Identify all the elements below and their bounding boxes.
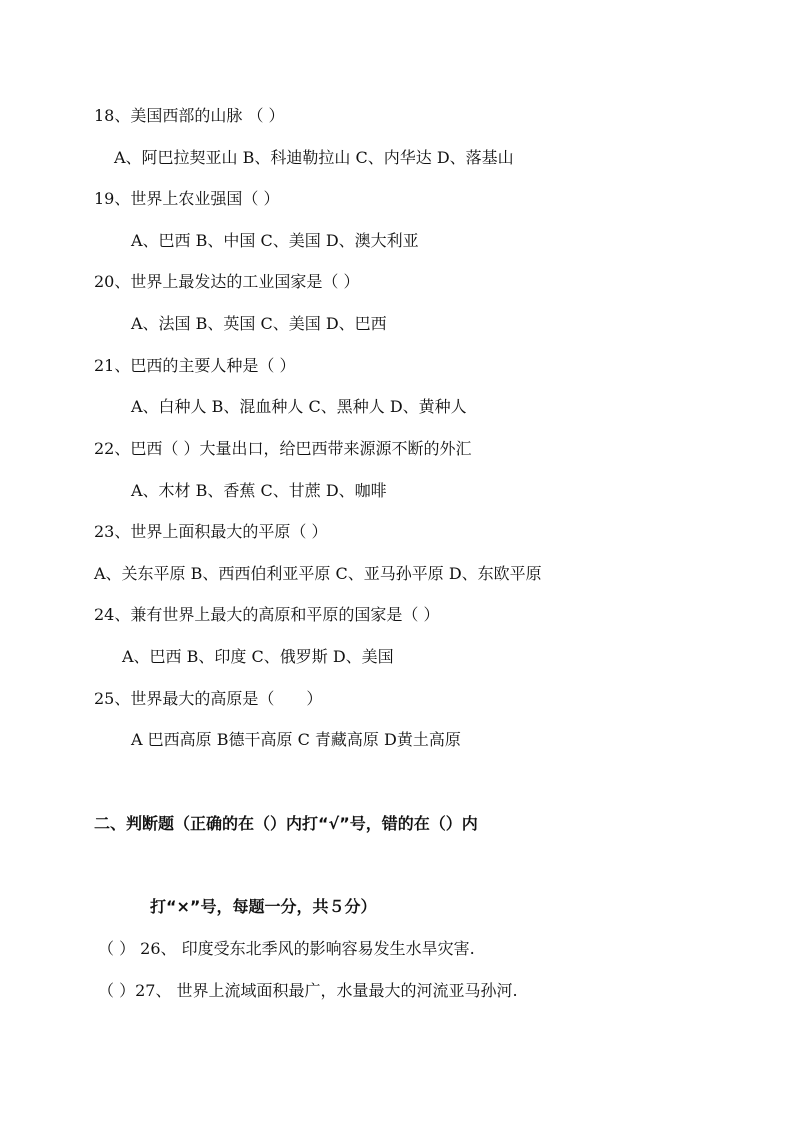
judgment-27: （ ）27、 世界上流域面积最广，水量最大的河流亚马孙河.	[98, 981, 518, 1000]
question-19-options: A、巴西 B、中国 C、美国 D、澳大利亚	[131, 231, 419, 250]
question-24-options: A、巴西 B、印度 C、俄罗斯 D、美国	[122, 647, 394, 666]
question-18-options: A、阿巴拉契亚山 B、科迪勒拉山 C、内华达 D、落基山	[114, 148, 514, 167]
question-18-stem: 18、美国西部的山脉 （ ）	[94, 106, 285, 125]
section-2-heading-line1: 二、判断题（正确的在（）内打“√”号，错的在（）内	[94, 814, 478, 833]
question-21-stem: 21、巴西的主要人种是（ ）	[94, 356, 296, 375]
question-24-stem: 24、兼有世界上最大的高原和平原的国家是（ ）	[94, 605, 440, 624]
section-2-heading-line2: 打“×”号，每题一分，共５分）	[150, 897, 377, 916]
judgment-26: （ ） 26、 印度受东北季风的影响容易发生水旱灾害.	[98, 939, 475, 958]
question-19-stem: 19、世界上农业强国（ ）	[94, 189, 280, 208]
question-23-stem: 23、世界上面积最大的平原（ ）	[94, 522, 328, 541]
question-20-stem: 20、世界上最发达的工业国家是（ ）	[94, 272, 360, 291]
question-25-stem: 25、世界最大的高原是（ ）	[94, 689, 323, 708]
question-23-options: A、关东平原 B、西西伯利亚平原 C、亚马孙平原 D、东欧平原	[94, 564, 542, 583]
question-22-stem: 22、巴西（ ）大量出口，给巴西带来源源不断的外汇	[94, 439, 472, 458]
question-25-options: A 巴西高原 B德干高原 C 青藏高原 D黄土高原	[131, 730, 461, 749]
question-20-options: A、法国 B、英国 C、美国 D、巴西	[131, 314, 387, 333]
question-22-options: A、木材 B、香蕉 C、甘蔗 D、咖啡	[131, 481, 387, 500]
question-21-options: A、白种人 B、混血种人 C、黑种人 D、黄种人	[131, 397, 467, 416]
